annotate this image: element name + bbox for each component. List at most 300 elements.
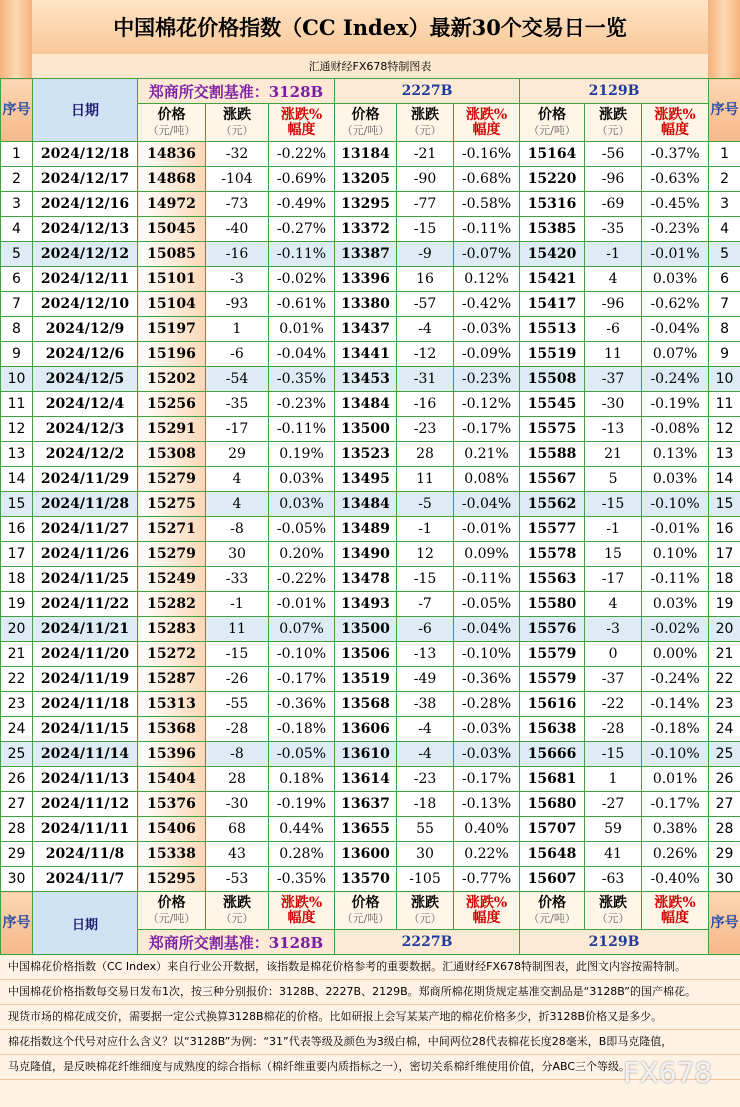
row-pct-3128b: 0.19% <box>269 442 335 467</box>
row-change-3128b: -30 <box>206 792 269 817</box>
row-change-3128b: 1 <box>206 317 269 342</box>
row-pct-3128b: 0.18% <box>269 767 335 792</box>
row-pct-2129b: -0.10% <box>642 492 709 517</box>
row-seq-right: 17 <box>709 542 740 567</box>
row-change-2227b: -77 <box>397 192 454 217</box>
row-pct-2129b: 0.00% <box>642 642 709 667</box>
row-price-3128b: 15045 <box>138 217 206 242</box>
row-seq-right: 24 <box>709 717 740 742</box>
row-date: 2024/12/11 <box>33 267 138 292</box>
footer-price-g3 <box>520 892 585 930</box>
row-change-2227b: -4 <box>397 317 454 342</box>
table-row <box>1 167 740 192</box>
row-change-3128b: -55 <box>206 692 269 717</box>
footer-pct-g1 <box>269 892 335 930</box>
row-pct-2129b: 0.03% <box>642 592 709 617</box>
row-change-2129b: -15 <box>585 742 642 767</box>
table-row <box>1 192 740 217</box>
table-row <box>1 242 740 267</box>
row-change-2227b: -31 <box>397 367 454 392</box>
row-price-2227b: 13441 <box>335 342 397 367</box>
header-pct-unit: 幅度 <box>661 121 690 138</box>
header-group-2129b: 2129B <box>520 79 709 104</box>
row-pct-2227b: -0.09% <box>454 342 520 367</box>
row-change-2129b: 21 <box>585 442 642 467</box>
row-pct-3128b: 0.03% <box>269 492 335 517</box>
row-price-3128b: 15295 <box>138 867 206 892</box>
row-change-2227b: -9 <box>397 242 454 267</box>
table-row <box>1 267 740 292</box>
header-change-g2 <box>397 104 454 142</box>
row-pct-3128b: 0.20% <box>269 542 335 567</box>
row-change-2227b: -21 <box>397 142 454 167</box>
row-seq-right: 9 <box>709 342 740 367</box>
row-pct-2227b: -0.04% <box>454 492 520 517</box>
row-price-3128b: 15279 <box>138 467 206 492</box>
row-pct-2227b: 0.12% <box>454 267 520 292</box>
table-body <box>1 142 740 892</box>
note-line: 中国棉花价格指数每交易日发布1次，按三种分别报价：3128B、2227B、2129B。郑商所棉花期货规定基准交割品是“3128B”的国产棉花。 <box>0 980 740 1005</box>
row-change-2227b: -6 <box>397 617 454 642</box>
row-price-3128b: 14836 <box>138 142 206 167</box>
row-price-2227b: 13500 <box>335 617 397 642</box>
row-price-3128b: 15202 <box>138 367 206 392</box>
row-change-2227b: -49 <box>397 667 454 692</box>
row-change-3128b: -1 <box>206 592 269 617</box>
row-seq: 23 <box>1 692 33 717</box>
row-price-3128b: 15287 <box>138 667 206 692</box>
table-row <box>1 342 740 367</box>
row-change-2129b: -1 <box>585 517 642 542</box>
row-seq: 25 <box>1 742 33 767</box>
row-change-3128b: -32 <box>206 142 269 167</box>
header-price-unit: （元/吨） <box>528 123 576 137</box>
row-price-3128b: 14972 <box>138 192 206 217</box>
row-date: 2024/11/13 <box>33 767 138 792</box>
row-change-2129b: -35 <box>585 217 642 242</box>
row-change-2129b: -1 <box>585 242 642 267</box>
note-line: 中国棉花价格指数（CC Index）来自行业公开数据，该指数是棉花价格参考的重要数据。汇通财经FX678特制图表，此图文内容按需特制。 <box>0 955 740 980</box>
row-change-2227b: 55 <box>397 817 454 842</box>
footer-seq-left: 序号 <box>1 892 33 955</box>
row-price-2227b: 13506 <box>335 642 397 667</box>
header-price-label: 价格 <box>351 106 380 123</box>
footer-price-label: 价格 <box>538 894 567 911</box>
row-change-2227b: -57 <box>397 292 454 317</box>
row-pct-2129b: -0.19% <box>642 392 709 417</box>
row-pct-3128b: -0.02% <box>269 267 335 292</box>
row-price-2227b: 13372 <box>335 217 397 242</box>
table-row <box>1 217 740 242</box>
row-pct-2227b: -0.05% <box>454 592 520 617</box>
table-row <box>1 742 740 767</box>
row-price-2129b: 15588 <box>520 442 585 467</box>
row-price-2129b: 15648 <box>520 842 585 867</box>
row-seq: 24 <box>1 717 33 742</box>
row-price-2227b: 13205 <box>335 167 397 192</box>
row-price-2129b: 15638 <box>520 717 585 742</box>
row-date: 2024/11/7 <box>33 867 138 892</box>
row-price-2129b: 15420 <box>520 242 585 267</box>
row-change-3128b: -54 <box>206 367 269 392</box>
footer-change-label: 涨跌 <box>223 894 251 911</box>
row-date: 2024/12/5 <box>33 367 138 392</box>
row-pct-2129b: -0.37% <box>642 142 709 167</box>
footer-pct-g3 <box>642 892 709 930</box>
row-change-2129b: 0 <box>585 642 642 667</box>
row-price-3128b: 15101 <box>138 267 206 292</box>
row-seq: 8 <box>1 317 33 342</box>
row-seq: 12 <box>1 417 33 442</box>
table-row <box>1 492 740 517</box>
footer-price-g1 <box>138 892 206 930</box>
fx678-watermark: FX678 <box>623 1056 712 1089</box>
row-date: 2024/12/2 <box>33 442 138 467</box>
footer-price-g2 <box>335 892 397 930</box>
row-pct-3128b: -0.27% <box>269 217 335 242</box>
row-pct-2227b: -0.42% <box>454 292 520 317</box>
left-decor-bar <box>0 0 32 78</box>
row-change-3128b: -73 <box>206 192 269 217</box>
footer-group-2129b: 2129B <box>520 930 709 955</box>
row-change-2129b: 15 <box>585 542 642 567</box>
row-seq-right: 23 <box>709 692 740 717</box>
row-change-2129b: -63 <box>585 867 642 892</box>
row-price-2129b: 15580 <box>520 592 585 617</box>
row-change-2129b: -56 <box>585 142 642 167</box>
footer-change-g3 <box>585 892 642 930</box>
row-price-2227b: 13568 <box>335 692 397 717</box>
table-row <box>1 292 740 317</box>
row-seq-right: 27 <box>709 792 740 817</box>
table-row <box>1 567 740 592</box>
footer-date: 日期 <box>33 892 138 955</box>
table-row <box>1 767 740 792</box>
row-date: 2024/11/14 <box>33 742 138 767</box>
header-pct-unit: 幅度 <box>287 121 316 138</box>
row-change-2227b: 12 <box>397 542 454 567</box>
header-pct-label: 涨跌% <box>654 106 696 123</box>
row-pct-3128b: -0.04% <box>269 342 335 367</box>
row-change-3128b: 28 <box>206 767 269 792</box>
row-price-3128b: 15313 <box>138 692 206 717</box>
row-change-2129b: -69 <box>585 192 642 217</box>
table-row <box>1 517 740 542</box>
row-date: 2024/11/12 <box>33 792 138 817</box>
row-price-3128b: 15376 <box>138 792 206 817</box>
row-pct-3128b: -0.36% <box>269 692 335 717</box>
row-date: 2024/11/19 <box>33 667 138 692</box>
row-change-2129b: -37 <box>585 667 642 692</box>
row-change-2129b: -37 <box>585 367 642 392</box>
row-price-2129b: 15616 <box>520 692 585 717</box>
header-date: 日期 <box>33 79 138 142</box>
row-pct-2129b: 0.13% <box>642 442 709 467</box>
row-change-2129b: 41 <box>585 842 642 867</box>
row-pct-2129b: 0.10% <box>642 542 709 567</box>
header-change-unit: （元） <box>596 123 630 137</box>
row-pct-2129b: 0.01% <box>642 767 709 792</box>
row-change-2227b: -90 <box>397 167 454 192</box>
header-change-label: 涨跌 <box>411 106 440 123</box>
row-price-2129b: 15545 <box>520 392 585 417</box>
header-change-g1 <box>206 104 269 142</box>
footer-price-unit: （元/吨） <box>528 911 576 925</box>
row-change-2227b: 16 <box>397 267 454 292</box>
row-change-3128b: -16 <box>206 242 269 267</box>
footer-pct-label: 涨跌% <box>465 894 508 911</box>
row-price-2227b: 13484 <box>335 392 397 417</box>
row-seq-right: 19 <box>709 592 740 617</box>
row-pct-3128b: -0.10% <box>269 642 335 667</box>
row-change-2129b: 5 <box>585 467 642 492</box>
row-change-2129b: -13 <box>585 417 642 442</box>
right-decor-bar <box>708 0 740 78</box>
row-seq-right: 10 <box>709 367 740 392</box>
header-change-unit: （元） <box>220 123 254 137</box>
row-seq: 10 <box>1 367 33 392</box>
row-pct-2129b: -0.62% <box>642 292 709 317</box>
row-date: 2024/11/25 <box>33 567 138 592</box>
row-change-2129b: 1 <box>585 767 642 792</box>
row-pct-2227b: 0.22% <box>454 842 520 867</box>
row-change-2227b: -7 <box>397 592 454 617</box>
row-pct-2129b: -0.11% <box>642 567 709 592</box>
row-seq-right: 14 <box>709 467 740 492</box>
row-seq: 20 <box>1 617 33 642</box>
row-pct-2227b: -0.10% <box>454 642 520 667</box>
row-date: 2024/11/18 <box>33 692 138 717</box>
table-row <box>1 817 740 842</box>
row-pct-3128b: -0.18% <box>269 717 335 742</box>
row-date: 2024/12/12 <box>33 242 138 267</box>
row-pct-2129b: -0.17% <box>642 792 709 817</box>
row-change-3128b: 29 <box>206 442 269 467</box>
row-price-2227b: 13655 <box>335 817 397 842</box>
row-date: 2024/11/29 <box>33 467 138 492</box>
footer-price-label: 价格 <box>157 894 186 911</box>
row-date: 2024/11/26 <box>33 542 138 567</box>
row-change-3128b: 68 <box>206 817 269 842</box>
row-pct-2129b: 0.38% <box>642 817 709 842</box>
row-seq-right: 16 <box>709 517 740 542</box>
row-price-2129b: 15508 <box>520 367 585 392</box>
row-change-3128b: -26 <box>206 667 269 692</box>
row-change-3128b: -3 <box>206 267 269 292</box>
row-pct-2227b: -0.36% <box>454 667 520 692</box>
row-seq-right: 25 <box>709 742 740 767</box>
row-change-2129b: 4 <box>585 592 642 617</box>
row-change-3128b: 4 <box>206 467 269 492</box>
row-seq-right: 5 <box>709 242 740 267</box>
row-price-3128b: 15249 <box>138 567 206 592</box>
row-change-2227b: -4 <box>397 717 454 742</box>
table-row <box>1 592 740 617</box>
table-row <box>1 717 740 742</box>
footer-change-label: 涨跌 <box>411 894 440 911</box>
row-date: 2024/11/15 <box>33 717 138 742</box>
header-pct-g3 <box>642 104 709 142</box>
row-pct-3128b: 0.01% <box>269 317 335 342</box>
table-row <box>1 667 740 692</box>
row-seq-right: 6 <box>709 267 740 292</box>
row-price-2129b: 15385 <box>520 217 585 242</box>
row-pct-2227b: -0.11% <box>454 217 520 242</box>
row-seq-right: 11 <box>709 392 740 417</box>
row-pct-3128b: -0.23% <box>269 392 335 417</box>
row-price-2227b: 13396 <box>335 267 397 292</box>
footer-change-unit: （元） <box>408 911 442 925</box>
row-seq: 14 <box>1 467 33 492</box>
row-change-2129b: -6 <box>585 317 642 342</box>
row-change-3128b: 30 <box>206 542 269 567</box>
header-group-3128b: 郑商所交割基准：3128B <box>138 79 335 104</box>
row-price-3128b: 15271 <box>138 517 206 542</box>
row-pct-3128b: -0.17% <box>269 667 335 692</box>
row-price-3128b: 15196 <box>138 342 206 367</box>
row-change-3128b: -93 <box>206 292 269 317</box>
row-price-2227b: 13519 <box>335 667 397 692</box>
row-change-2227b: -15 <box>397 217 454 242</box>
row-date: 2024/11/27 <box>33 517 138 542</box>
row-change-3128b: -8 <box>206 742 269 767</box>
row-change-3128b: -15 <box>206 642 269 667</box>
row-pct-2227b: -0.16% <box>454 142 520 167</box>
row-change-2227b: -23 <box>397 767 454 792</box>
row-seq-right: 7 <box>709 292 740 317</box>
row-pct-3128b: 0.07% <box>269 617 335 642</box>
header-pct-g2 <box>454 104 520 142</box>
row-pct-2129b: -0.18% <box>642 717 709 742</box>
row-price-2129b: 15666 <box>520 742 585 767</box>
row-pct-2227b: -0.12% <box>454 392 520 417</box>
header-price-label: 价格 <box>538 106 567 123</box>
footer-change-unit: （元） <box>596 911 630 925</box>
row-seq: 1 <box>1 142 33 167</box>
row-pct-3128b: -0.11% <box>269 417 335 442</box>
row-price-3128b: 15291 <box>138 417 206 442</box>
row-pct-3128b: -0.05% <box>269 742 335 767</box>
row-date: 2024/11/21 <box>33 617 138 642</box>
row-change-2129b: -28 <box>585 717 642 742</box>
note-line: 现货市场的棉花成交价，需要据一定公式换算3128B棉花的价格。比如研报上会写某某产地的棉花价格多少，折3128B价格又是多少。 <box>0 1005 740 1030</box>
row-pct-2129b: -0.14% <box>642 692 709 717</box>
cotton-index-table <box>0 78 740 955</box>
row-change-2129b: 59 <box>585 817 642 842</box>
note-line: 马克隆值，是反映棉花纤维细度与成熟度的综合指标（棉纤维重要内质指标之一），密切关系棉纤维使用价值，分ABC三个等级。 <box>0 1055 740 1080</box>
row-price-2227b: 13495 <box>335 467 397 492</box>
row-price-2129b: 15164 <box>520 142 585 167</box>
row-seq: 22 <box>1 667 33 692</box>
row-date: 2024/12/3 <box>33 417 138 442</box>
row-seq-right: 15 <box>709 492 740 517</box>
header-price-unit: （元/吨） <box>341 123 390 137</box>
row-change-3128b: -35 <box>206 392 269 417</box>
row-pct-3128b: -0.19% <box>269 792 335 817</box>
table-row <box>1 542 740 567</box>
row-seq-right: 1 <box>709 142 740 167</box>
row-price-3128b: 15396 <box>138 742 206 767</box>
footer-change-unit: （元） <box>220 911 254 925</box>
row-pct-2227b: -0.13% <box>454 792 520 817</box>
footer-pct-label: 涨跌% <box>654 894 696 911</box>
row-pct-2129b: -0.10% <box>642 742 709 767</box>
row-change-2129b: 11 <box>585 342 642 367</box>
row-pct-2227b: -0.68% <box>454 167 520 192</box>
row-pct-2129b: 0.07% <box>642 342 709 367</box>
row-pct-2227b: -0.58% <box>454 192 520 217</box>
row-seq-right: 18 <box>709 567 740 592</box>
row-seq-right: 2 <box>709 167 740 192</box>
header-price-unit: （元/吨） <box>147 123 196 137</box>
row-pct-2129b: -0.01% <box>642 517 709 542</box>
row-price-3128b: 15272 <box>138 642 206 667</box>
row-price-2129b: 15519 <box>520 342 585 367</box>
row-seq-right: 3 <box>709 192 740 217</box>
footer-group-2227b: 2227B <box>335 930 520 955</box>
row-price-3128b: 15104 <box>138 292 206 317</box>
row-change-3128b: -40 <box>206 217 269 242</box>
table-row <box>1 392 740 417</box>
row-change-3128b: -53 <box>206 867 269 892</box>
footer-pct-unit: 幅度 <box>472 909 501 926</box>
footer-change-g1 <box>206 892 269 930</box>
row-pct-3128b: -0.01% <box>269 592 335 617</box>
row-seq-right: 22 <box>709 667 740 692</box>
row-price-2129b: 15417 <box>520 292 585 317</box>
row-price-2129b: 15562 <box>520 492 585 517</box>
row-seq: 30 <box>1 867 33 892</box>
row-seq: 6 <box>1 267 33 292</box>
row-change-2129b: -27 <box>585 792 642 817</box>
header-change-unit: （元） <box>408 123 442 137</box>
footer-pct-unit: 幅度 <box>661 909 690 926</box>
row-change-2227b: -23 <box>397 417 454 442</box>
row-price-3128b: 15282 <box>138 592 206 617</box>
row-price-2129b: 15578 <box>520 542 585 567</box>
row-price-3128b: 14868 <box>138 167 206 192</box>
row-change-2227b: -16 <box>397 392 454 417</box>
row-seq: 26 <box>1 767 33 792</box>
row-change-2129b: 4 <box>585 267 642 292</box>
row-change-3128b: -8 <box>206 517 269 542</box>
row-seq: 2 <box>1 167 33 192</box>
row-price-2129b: 15577 <box>520 517 585 542</box>
row-price-2227b: 13610 <box>335 742 397 767</box>
row-date: 2024/11/22 <box>33 592 138 617</box>
row-pct-3128b: 0.28% <box>269 842 335 867</box>
row-pct-3128b: 0.03% <box>269 467 335 492</box>
row-change-3128b: 4 <box>206 492 269 517</box>
row-pct-2129b: -0.40% <box>642 867 709 892</box>
row-date: 2024/12/6 <box>33 342 138 367</box>
footer-seq-label: 序号 <box>710 915 739 931</box>
table-row <box>1 367 740 392</box>
row-pct-2129b: 0.03% <box>642 267 709 292</box>
footer-seq-right <box>709 892 740 955</box>
row-pct-2129b: -0.02% <box>642 617 709 642</box>
row-seq: 3 <box>1 192 33 217</box>
row-price-2227b: 13380 <box>335 292 397 317</box>
table-row <box>1 642 740 667</box>
row-change-2227b: 28 <box>397 442 454 467</box>
row-price-3128b: 15308 <box>138 442 206 467</box>
row-price-2129b: 15579 <box>520 667 585 692</box>
footer-price-unit: （元/吨） <box>341 911 390 925</box>
row-change-2129b: -17 <box>585 567 642 592</box>
row-pct-2227b: -0.17% <box>454 767 520 792</box>
row-pct-2129b: -0.04% <box>642 317 709 342</box>
